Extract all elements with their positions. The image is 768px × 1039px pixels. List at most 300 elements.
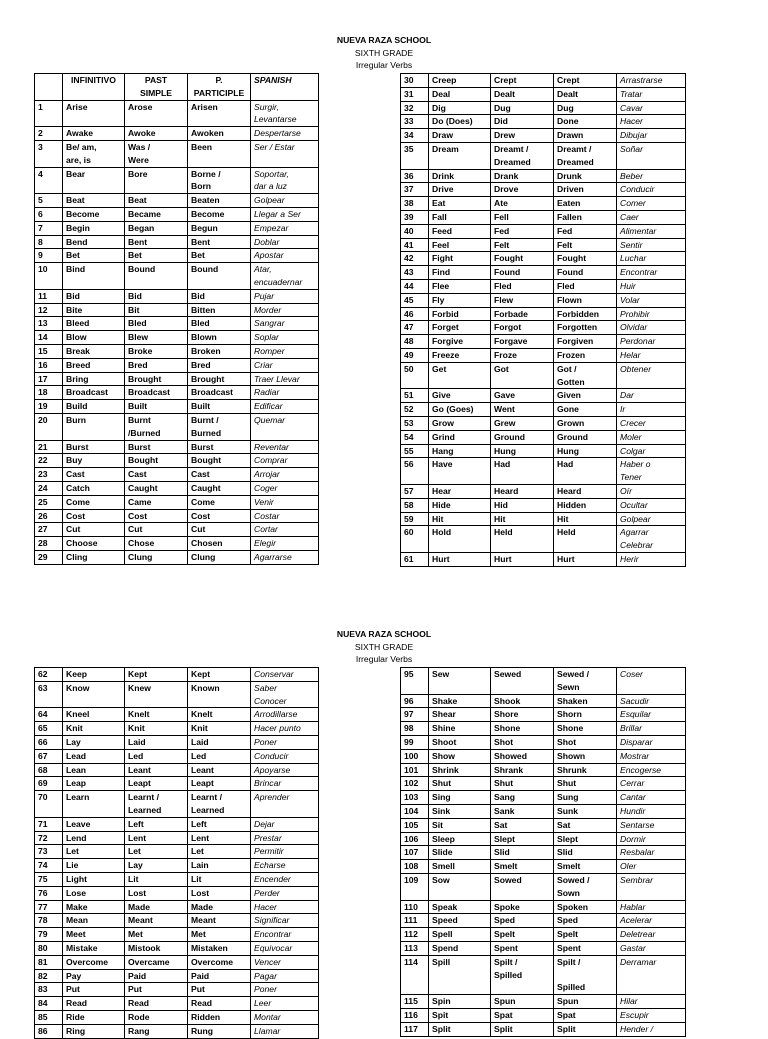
verb-past-participle: Sewed / Sewn — [554, 668, 617, 695]
verb-spanish: Gastar — [617, 941, 686, 955]
verb-number: 25 — [35, 495, 63, 509]
verb-number: 21 — [35, 440, 63, 454]
verb-spanish: Despertarse — [251, 127, 319, 141]
verb-spanish: Quemar — [251, 413, 319, 440]
verb-infinitive: Awake — [63, 127, 125, 141]
verb-past-participle: Fallen — [554, 210, 617, 224]
verb-spanish: Saber Conocer — [251, 681, 319, 708]
verb-past-simple: Ate — [491, 197, 554, 211]
table-row — [35, 749, 319, 763]
verb-past-participle: Had — [554, 458, 617, 485]
verb-past-participle: Mistaken — [188, 941, 251, 955]
verb-past-participle: Eaten — [554, 197, 617, 211]
verb-past-simple: Kept — [125, 668, 188, 682]
verb-number: 95 — [401, 668, 429, 695]
verb-past-participle: Bled — [188, 317, 251, 331]
table-row — [35, 127, 319, 141]
verb-spanish: Escupir — [617, 1008, 686, 1022]
table-row — [35, 317, 319, 331]
verb-infinitive: Spend — [429, 941, 491, 955]
verb-spanish: Romper — [251, 344, 319, 358]
verb-infinitive: Go (Goes) — [429, 403, 491, 417]
verb-number: 58 — [401, 498, 429, 512]
verb-number: 70 — [35, 791, 63, 818]
verb-past-participle: Come — [188, 495, 251, 509]
table-row — [401, 430, 686, 444]
table-row — [401, 210, 686, 224]
subtitle: Irregular Verbs — [355, 60, 413, 70]
verb-past-participle: Hurt — [554, 552, 617, 566]
verb-number: 27 — [35, 523, 63, 537]
verb-number: 108 — [401, 860, 429, 874]
verb-infinitive: Forgive — [429, 335, 491, 349]
verb-past-participle: Read — [188, 997, 251, 1011]
table-row — [401, 307, 686, 321]
verb-past-simple: Broadcast — [125, 386, 188, 400]
verb-number: 34 — [401, 129, 429, 143]
verb-past-participle: Given — [554, 389, 617, 403]
verb-infinitive: Speak — [429, 900, 491, 914]
verb-past-participle: Forgotten — [554, 321, 617, 335]
verb-number: 40 — [401, 224, 429, 238]
verb-infinitive: Let — [63, 845, 125, 859]
verb-infinitive: Dig — [429, 101, 491, 115]
verb-past-simple: Came — [125, 495, 188, 509]
verb-past-participle: Lit — [188, 872, 251, 886]
verb-infinitive: Find — [429, 266, 491, 280]
verb-spanish: Dibujar — [617, 129, 686, 143]
verb-number: 86 — [35, 1024, 63, 1038]
table-row — [35, 140, 319, 167]
verb-number: 2 — [35, 127, 63, 141]
table-row — [35, 481, 319, 495]
verb-infinitive: Sing — [429, 791, 491, 805]
verb-spanish: Significar — [251, 914, 319, 928]
verb-infinitive: Knit — [63, 722, 125, 736]
verb-past-simple: Paid — [125, 969, 188, 983]
verb-past-participle: Shone — [554, 722, 617, 736]
table-row — [35, 303, 319, 317]
verb-number: 68 — [35, 763, 63, 777]
verb-past-participle: Hung — [554, 444, 617, 458]
table-row — [401, 293, 686, 307]
verb-past-simple: Sat — [491, 818, 554, 832]
header-infinitive: INFINITIVO — [63, 74, 125, 101]
verb-spanish: Atar, encuadernar — [251, 263, 319, 290]
verb-past-simple: Went — [491, 403, 554, 417]
verb-infinitive: Do (Does) — [429, 115, 491, 129]
verb-spanish: Arrastrarse — [617, 74, 686, 88]
verb-spanish: Sembrar — [617, 873, 686, 900]
verb-number: 59 — [401, 512, 429, 526]
verb-number: 111 — [401, 914, 429, 928]
verb-infinitive: Fall — [429, 210, 491, 224]
verb-number: 71 — [35, 817, 63, 831]
verb-number: 46 — [401, 307, 429, 321]
verb-past-simple: Leapt — [125, 777, 188, 791]
table-row — [401, 458, 686, 485]
verb-number: 55 — [401, 444, 429, 458]
verb-infinitive: Bleed — [63, 317, 125, 331]
verb-past-simple: Smelt — [491, 860, 554, 874]
verb-infinitive: Cut — [63, 523, 125, 537]
verb-number: 24 — [35, 481, 63, 495]
verb-spanish: Surgir, Levantarse — [251, 100, 319, 127]
verb-past-simple: Became — [125, 207, 188, 221]
verb-number: 18 — [35, 386, 63, 400]
grade-label: SIXTH GRADE — [354, 47, 414, 58]
page2-header — [0, 628, 768, 666]
table-row — [35, 969, 319, 983]
table-row — [401, 238, 686, 252]
table-row — [401, 995, 686, 1009]
verb-spanish: Hacer — [251, 900, 319, 914]
verb-past-simple: Dug — [491, 101, 554, 115]
verb-number: 23 — [35, 468, 63, 482]
verb-spanish: Prohibir — [617, 307, 686, 321]
verb-spanish: Venir — [251, 495, 319, 509]
table-row — [35, 997, 319, 1011]
verb-infinitive: Mean — [63, 914, 125, 928]
table-row — [35, 845, 319, 859]
verb-infinitive: Creep — [429, 74, 491, 88]
verb-spanish: Oler — [617, 860, 686, 874]
verb-number: 28 — [35, 537, 63, 551]
verb-spanish: Pujar — [251, 289, 319, 303]
verb-number: 3 — [35, 140, 63, 167]
verb-infinitive: Arise — [63, 100, 125, 127]
verb-spanish: Coger — [251, 481, 319, 495]
table-row — [35, 372, 319, 386]
verb-number: 9 — [35, 249, 63, 263]
table-row — [35, 509, 319, 523]
verb-number: 75 — [35, 872, 63, 886]
verb-spanish: Brincar — [251, 777, 319, 791]
verb-spanish: Soñar — [617, 142, 686, 169]
verb-infinitive: Leave — [63, 817, 125, 831]
verb-infinitive: Bring — [63, 372, 125, 386]
verb-past-participle: Heard — [554, 484, 617, 498]
verb-past-simple: Sowed — [491, 873, 554, 900]
verb-past-simple: Grew — [491, 416, 554, 430]
verb-past-simple: Knit — [125, 722, 188, 736]
verb-infinitive: Grind — [429, 430, 491, 444]
verb-number: 30 — [401, 74, 429, 88]
verb-spanish: Morder — [251, 303, 319, 317]
verb-number: 8 — [35, 235, 63, 249]
verb-spanish: Permitir — [251, 845, 319, 859]
verb-spanish: Perder — [251, 886, 319, 900]
verb-past-participle: Sunk — [554, 804, 617, 818]
verb-number: 82 — [35, 969, 63, 983]
table-row — [401, 735, 686, 749]
table-row — [35, 1024, 319, 1038]
verb-number: 54 — [401, 430, 429, 444]
verb-past-simple: Learnt / Learned — [125, 791, 188, 818]
verb-past-participle: Hidden — [554, 498, 617, 512]
verb-past-simple: Read — [125, 997, 188, 1011]
table-row — [401, 197, 686, 211]
verb-number: 52 — [401, 403, 429, 417]
verb-infinitive: Hide — [429, 498, 491, 512]
table-row — [401, 169, 686, 183]
verb-spanish: Encontrar — [251, 928, 319, 942]
verb-number: 56 — [401, 458, 429, 485]
verb-number: 19 — [35, 400, 63, 414]
verb-past-participle: Split — [554, 1022, 617, 1036]
verb-infinitive: Cling — [63, 550, 125, 564]
table-row — [35, 400, 319, 414]
verb-number: 50 — [401, 362, 429, 389]
verb-spanish: Apoyarse — [251, 763, 319, 777]
table-row — [401, 900, 686, 914]
verb-infinitive: Drive — [429, 183, 491, 197]
table-row — [401, 708, 686, 722]
verb-past-simple: Felt — [491, 238, 554, 252]
verb-infinitive: Lose — [63, 886, 125, 900]
verb-infinitive: Kneel — [63, 708, 125, 722]
verb-spanish: Helar — [617, 348, 686, 362]
verb-number: 33 — [401, 115, 429, 129]
verb-spanish: Soplar — [251, 331, 319, 345]
verb-infinitive: Lay — [63, 735, 125, 749]
verb-past-participle: Felt — [554, 238, 617, 252]
verb-past-participle: Leant — [188, 763, 251, 777]
verb-infinitive: Build — [63, 400, 125, 414]
verb-past-participle: Done — [554, 115, 617, 129]
verb-number: 17 — [35, 372, 63, 386]
verb-spanish: Doblar — [251, 235, 319, 249]
verb-past-participle: Shrunk — [554, 763, 617, 777]
verb-spanish: Apostar — [251, 249, 319, 263]
verb-number: 31 — [401, 87, 429, 101]
verb-spanish: Cerrar — [617, 777, 686, 791]
verb-past-simple: Fed — [491, 224, 554, 238]
verb-past-simple: Fell — [491, 210, 554, 224]
verb-past-simple: Dreamt / Dreamed — [491, 142, 554, 169]
verb-past-simple: Did — [491, 115, 554, 129]
verb-number: 10 — [35, 263, 63, 290]
verb-number: 99 — [401, 735, 429, 749]
school-name: NUEVA RAZA SCHOOL — [336, 35, 432, 45]
table-row — [401, 444, 686, 458]
verb-spanish: Comer — [617, 197, 686, 211]
table-row — [35, 900, 319, 914]
verb-past-participle: Bound — [188, 263, 251, 290]
verb-infinitive: Lean — [63, 763, 125, 777]
verb-infinitive: Bear — [63, 167, 125, 194]
verb-infinitive: Beat — [63, 194, 125, 208]
verb-number: 78 — [35, 914, 63, 928]
verb-past-simple: Fled — [491, 279, 554, 293]
table-row — [35, 817, 319, 831]
verb-spanish: Brillar — [617, 722, 686, 736]
verb-infinitive: Know — [63, 681, 125, 708]
verb-past-participle: Frozen — [554, 348, 617, 362]
verb-spanish: Tratar — [617, 87, 686, 101]
verb-past-participle: Awoken — [188, 127, 251, 141]
verb-spanish: Hacer punto — [251, 722, 319, 736]
verb-table-page2-right — [400, 667, 686, 1037]
verb-past-simple: Broke — [125, 344, 188, 358]
verb-past-simple: Spun — [491, 995, 554, 1009]
table-row — [35, 914, 319, 928]
verb-past-simple: Bet — [125, 249, 188, 263]
verb-past-participle: Slept — [554, 832, 617, 846]
verb-spanish: Alimentar — [617, 224, 686, 238]
table-row — [35, 886, 319, 900]
verb-number: 44 — [401, 279, 429, 293]
verb-number: 106 — [401, 832, 429, 846]
verb-infinitive: Hang — [429, 444, 491, 458]
verb-past-participle: Sat — [554, 818, 617, 832]
table-row — [401, 804, 686, 818]
table-row — [401, 115, 686, 129]
verb-past-participle: Let — [188, 845, 251, 859]
verb-spanish: Empezar — [251, 221, 319, 235]
verb-number: 12 — [35, 303, 63, 317]
verb-past-participle: Meant — [188, 914, 251, 928]
verb-spanish: Poner — [251, 735, 319, 749]
verb-number: 15 — [35, 344, 63, 358]
verb-past-simple: Was / Were — [125, 140, 188, 167]
verb-spanish: Ir — [617, 403, 686, 417]
verb-table-page1-left — [34, 73, 319, 565]
table-row — [35, 681, 319, 708]
verb-past-simple: Forgave — [491, 335, 554, 349]
verb-infinitive: Fly — [429, 293, 491, 307]
table-row — [35, 194, 319, 208]
verb-past-participle: Gone — [554, 403, 617, 417]
verb-number: 104 — [401, 804, 429, 818]
verb-past-participle: Spun — [554, 995, 617, 1009]
verb-table-page1-right — [400, 73, 686, 567]
verb-infinitive: Bite — [63, 303, 125, 317]
table-row — [35, 722, 319, 736]
table-row — [35, 955, 319, 969]
verb-spanish: Ser / Estar — [251, 140, 319, 167]
verb-number: 103 — [401, 791, 429, 805]
verb-past-simple: Forgot — [491, 321, 554, 335]
verb-past-simple: Bought — [125, 454, 188, 468]
verb-past-participle: Dug — [554, 101, 617, 115]
verb-spanish: Hender / — [617, 1022, 686, 1036]
verb-past-simple: Began — [125, 221, 188, 235]
verb-infinitive: Sew — [429, 668, 491, 695]
table-row — [401, 279, 686, 293]
verb-past-simple: Made — [125, 900, 188, 914]
verb-spanish: Poner — [251, 983, 319, 997]
verb-past-simple: Showed — [491, 749, 554, 763]
verb-number: 61 — [401, 552, 429, 566]
verb-past-participle: Bitten — [188, 303, 251, 317]
verb-infinitive: Sit — [429, 818, 491, 832]
table-row — [35, 100, 319, 127]
verb-number: 73 — [35, 845, 63, 859]
table-row — [401, 484, 686, 498]
verb-spanish: Volar — [617, 293, 686, 307]
verb-past-simple: Arose — [125, 100, 188, 127]
verb-past-simple: Hit — [491, 512, 554, 526]
verb-past-participle: Made — [188, 900, 251, 914]
verb-past-simple: Rang — [125, 1024, 188, 1038]
table-row — [401, 749, 686, 763]
verb-past-simple: Put — [125, 983, 188, 997]
verb-past-participle: Known — [188, 681, 251, 708]
verb-past-simple: Hurt — [491, 552, 554, 566]
verb-number: 5 — [35, 194, 63, 208]
verb-past-participle: Clung — [188, 550, 251, 564]
table-row — [401, 403, 686, 417]
verb-number: 84 — [35, 997, 63, 1011]
verb-past-participle: Burnt / Burned — [188, 413, 251, 440]
verb-past-simple: Bit — [125, 303, 188, 317]
verb-spanish: Arrojar — [251, 468, 319, 482]
verb-number: 35 — [401, 142, 429, 169]
table-row — [35, 249, 319, 263]
verb-number: 113 — [401, 941, 429, 955]
verb-infinitive: Meet — [63, 928, 125, 942]
verb-infinitive: Smell — [429, 860, 491, 874]
verb-past-simple: Awoke — [125, 127, 188, 141]
verb-spanish: Obtener — [617, 362, 686, 389]
verb-past-simple: Held — [491, 526, 554, 553]
verb-spanish: Haber o Tener — [617, 458, 686, 485]
table-row — [35, 708, 319, 722]
verb-infinitive: Pay — [63, 969, 125, 983]
verb-infinitive: Become — [63, 207, 125, 221]
verb-past-simple: Split — [491, 1022, 554, 1036]
verb-past-participle: Fed — [554, 224, 617, 238]
verb-infinitive: Grow — [429, 416, 491, 430]
verb-spanish: Montar — [251, 1010, 319, 1024]
verb-past-simple: Drew — [491, 129, 554, 143]
table-row — [35, 537, 319, 551]
verb-infinitive: Have — [429, 458, 491, 485]
table-row — [401, 777, 686, 791]
verb-infinitive: Spit — [429, 1008, 491, 1022]
table-row — [35, 235, 319, 249]
table-row — [401, 224, 686, 238]
verb-past-participle: Built — [188, 400, 251, 414]
verb-infinitive: Sink — [429, 804, 491, 818]
verb-spanish: Moler — [617, 430, 686, 444]
verb-spanish: Traer Llevar — [251, 372, 319, 386]
verb-infinitive: Shoot — [429, 735, 491, 749]
verb-infinitive: Sow — [429, 873, 491, 900]
verb-past-simple: Spat — [491, 1008, 554, 1022]
verb-number: 110 — [401, 900, 429, 914]
verb-past-simple: Bid — [125, 289, 188, 303]
verb-past-simple: Dealt — [491, 87, 554, 101]
verb-infinitive: Be/ am, are, is — [63, 140, 125, 167]
verb-spanish: Arrodillarse — [251, 708, 319, 722]
verb-number: 96 — [401, 694, 429, 708]
table-row — [401, 928, 686, 942]
verb-past-participle: Flown — [554, 293, 617, 307]
verb-infinitive: Feed — [429, 224, 491, 238]
verb-past-simple: Left — [125, 817, 188, 831]
verb-number: 105 — [401, 818, 429, 832]
verb-number: 97 — [401, 708, 429, 722]
table-row — [401, 722, 686, 736]
verb-past-participle: Crept — [554, 74, 617, 88]
verb-past-participle: Shut — [554, 777, 617, 791]
verb-past-participle: Fought — [554, 252, 617, 266]
verb-past-simple: Slid — [491, 846, 554, 860]
table-row — [401, 763, 686, 777]
verb-infinitive: Put — [63, 983, 125, 997]
